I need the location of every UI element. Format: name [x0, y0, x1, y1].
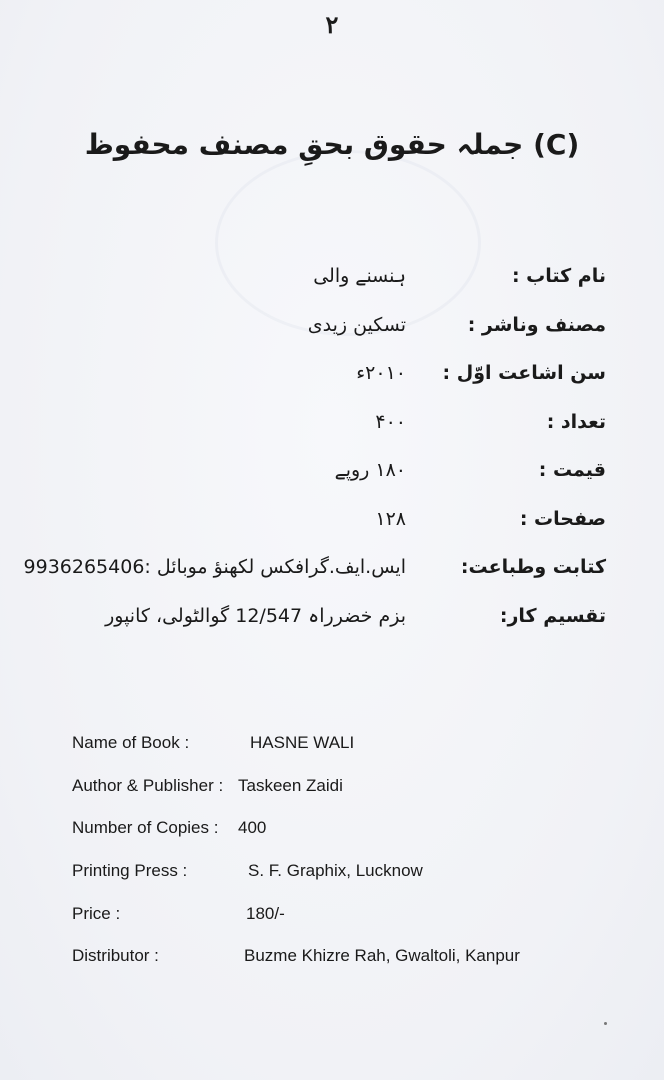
english-details — [72, 722, 632, 978]
urdu-label: مصنف وناشر : — [467, 313, 606, 336]
english-label: Name of Book : — [72, 733, 190, 753]
english-row-book-name — [72, 722, 632, 765]
english-label: Price : — [72, 903, 121, 923]
urdu-label: صفحات : — [519, 507, 606, 530]
english-row-price — [72, 892, 632, 935]
english-row-copies — [72, 807, 632, 850]
urdu-label: تقسیم کار: — [499, 604, 606, 627]
urdu-value: ۲۰۱۰ء — [356, 362, 406, 385]
english-row-printing — [72, 850, 632, 893]
urdu-row-copies — [46, 398, 606, 447]
urdu-row-price — [46, 446, 606, 495]
english-value: HASNE WALI — [250, 733, 355, 753]
english-value: S. F. Graphix, Lucknow — [248, 861, 423, 881]
urdu-value: ایس.ایف.گرافکس لکھنؤ موبائل :9936265406 — [23, 556, 406, 579]
urdu-value: بزم خضرراہ 12/547 گوالٹولی، کانپور — [105, 604, 406, 627]
urdu-value: تسکین زیدی — [307, 313, 406, 336]
urdu-label: تعداد : — [546, 410, 606, 433]
english-label: Distributor : — [72, 946, 159, 966]
page-number: ۲ — [325, 10, 339, 39]
english-label: Author & Publisher : — [72, 775, 224, 795]
english-value: 400 — [238, 818, 267, 838]
urdu-label: سن اشاعت اوّل : — [442, 362, 606, 385]
urdu-label: قیمت : — [538, 459, 606, 482]
urdu-value: ہنسنے والی — [313, 265, 406, 288]
english-row-distributor — [72, 935, 632, 978]
english-value: Buzme Khizre Rah, Gwaltoli, Kanpur — [244, 946, 520, 966]
speck — [604, 1022, 607, 1025]
english-label: Printing Press : — [72, 861, 188, 881]
urdu-label: نام کتاب : — [511, 265, 606, 288]
urdu-row-first-edition — [46, 349, 606, 398]
urdu-row-distributor — [46, 592, 606, 641]
english-value: Taskeen Zaidi — [238, 775, 343, 795]
urdu-value: ۱۸۰ روپے — [334, 459, 406, 482]
english-label: Number of Copies : — [72, 818, 219, 838]
urdu-details — [23, 252, 606, 640]
english-row-author — [72, 765, 632, 808]
urdu-value: ۴۰۰ — [375, 410, 406, 433]
english-value: 180/- — [246, 903, 285, 923]
urdu-row-author — [46, 301, 606, 350]
urdu-row-book-name — [46, 252, 606, 301]
urdu-value: ۱۲۸ — [375, 507, 406, 530]
urdu-label: کتابت وطباعت: — [460, 556, 606, 579]
urdu-row-pages — [46, 495, 606, 544]
urdu-row-printing — [23, 543, 606, 592]
copyright-notice: (C) جملہ حقوق بحقِ مصنف محفوظ — [84, 128, 580, 161]
